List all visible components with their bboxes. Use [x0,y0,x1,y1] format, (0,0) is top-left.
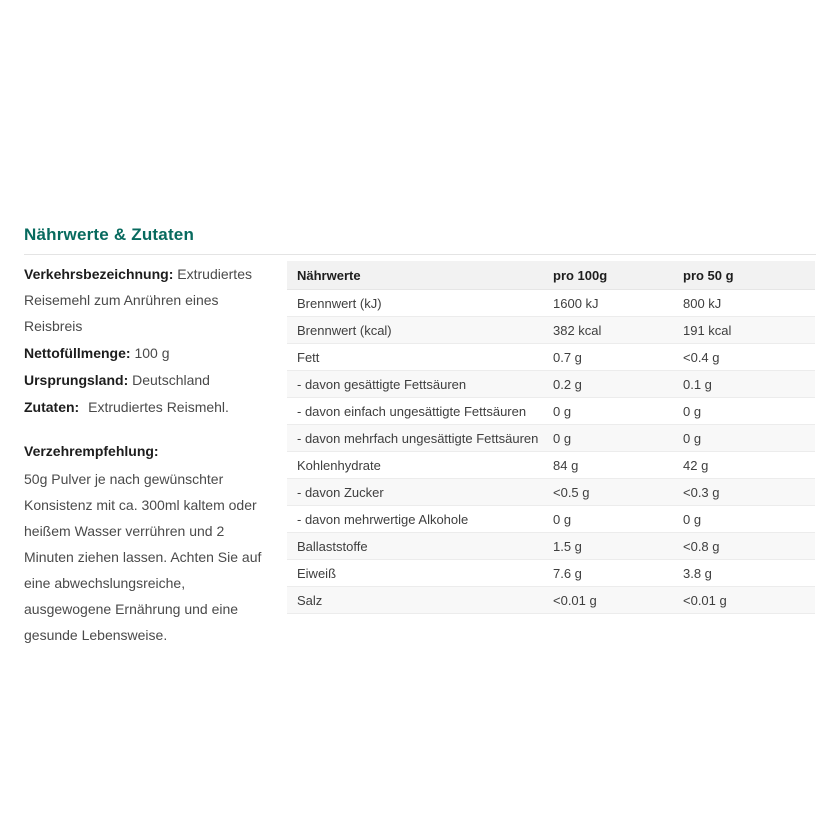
value-per-50g: 3.8 g [673,560,815,587]
table-row [287,533,815,560]
zutaten-row [24,394,274,420]
section-title: Nährwerte & Zutaten [24,225,195,244]
table-row [287,425,815,452]
nutrient-label: - davon einfach ungesättigte Fettsäuren [287,398,543,425]
table-row [287,452,815,479]
nutrient-label: Salz [287,587,543,614]
ursprungsland-row [24,367,274,393]
zutaten-value: Extrudiertes Reismehl. [88,399,229,415]
value-per-100g: 84 g [543,452,673,479]
value-per-100g: <0.5 g [543,479,673,506]
nutrient-label: Eiweiß [287,560,543,587]
nutrient-label: - davon mehrfach ungesättigte Fettsäuren [287,425,543,452]
value-per-100g: 0.7 g [543,344,673,371]
nutrient-label: Brennwert (kJ) [287,290,543,317]
table-header-row [287,261,815,290]
nutrient-label: - davon gesättigte Fettsäuren [287,371,543,398]
value-per-50g: 0.1 g [673,371,815,398]
product-info-column [24,261,274,649]
value-per-50g: 0 g [673,506,815,533]
nutrition-ingredients-section [24,224,816,649]
table-row [287,290,815,317]
value-per-50g: <0.01 g [673,587,815,614]
nutrition-table [287,261,815,614]
col-header-nutrient: Nährwerte [287,261,543,290]
value-per-100g: 7.6 g [543,560,673,587]
nettofuellmenge-label: Nettofüllmenge: [24,345,131,361]
verzehrempfehlung-text: 50g Pulver je nach gewünschter Konsistenz mit ca. 300ml kaltem oder heißem Wasser verrühren und 2 Minuten ziehen lassen. Achten Sie auf eine abwechslungsreiche, ausgewogene Ernährung und eine gesunde Lebensweise. [24,471,262,643]
value-per-100g: 0 g [543,398,673,425]
nutrient-label: Kohlenhydrate [287,452,543,479]
nutrition-table-column [287,261,816,614]
value-per-50g: 0 g [673,425,815,452]
table-row [287,371,815,398]
value-per-50g: <0.8 g [673,533,815,560]
table-row [287,560,815,587]
value-per-50g: 0 g [673,398,815,425]
verkehrsbezeichnung-label: Verkehrsbezeichnung: [24,266,174,282]
table-row [287,506,815,533]
zutaten-label: Zutaten: [24,399,80,415]
verkehrsbezeichnung-value: Extrudiertes Reisemehl zum Anrühren eines Reisbreis [24,266,252,334]
section-divider [24,254,816,255]
table-row [287,344,815,371]
col-header-per-50g: pro 50 g [673,261,815,290]
ursprungsland-value: Deutschland [132,372,210,388]
table-row [287,587,815,614]
value-per-50g: <0.4 g [673,344,815,371]
value-per-100g: 0 g [543,506,673,533]
value-per-50g: <0.3 g [673,479,815,506]
verkehrsbezeichnung-row [24,261,274,339]
verzehrempfehlung-row [24,438,274,464]
value-per-100g: 1600 kJ [543,290,673,317]
nettofuellmenge-row [24,340,274,366]
nettofuellmenge-value: 100 g [134,345,170,361]
nutrient-label: - davon Zucker [287,479,543,506]
value-per-100g: 382 kcal [543,317,673,344]
table-row [287,479,815,506]
value-per-50g: 42 g [673,452,815,479]
ursprungsland-label: Ursprungsland: [24,372,129,388]
table-row [287,398,815,425]
value-per-50g: 191 kcal [673,317,815,344]
value-per-100g: 0 g [543,425,673,452]
nutrient-label: Ballaststoffe [287,533,543,560]
nutrient-label: Fett [287,344,543,371]
section-columns [24,261,816,649]
value-per-100g: 1.5 g [543,533,673,560]
nutrient-label: - davon mehrwertige Alkohole [287,506,543,533]
value-per-50g: 800 kJ [673,290,815,317]
verzehrempfehlung-label: Verzehrempfehlung: [24,443,159,459]
col-header-per-100g: pro 100g [543,261,673,290]
table-row [287,317,815,344]
value-per-100g: <0.01 g [543,587,673,614]
value-per-100g: 0.2 g [543,371,673,398]
nutrient-label: Brennwert (kcal) [287,317,543,344]
